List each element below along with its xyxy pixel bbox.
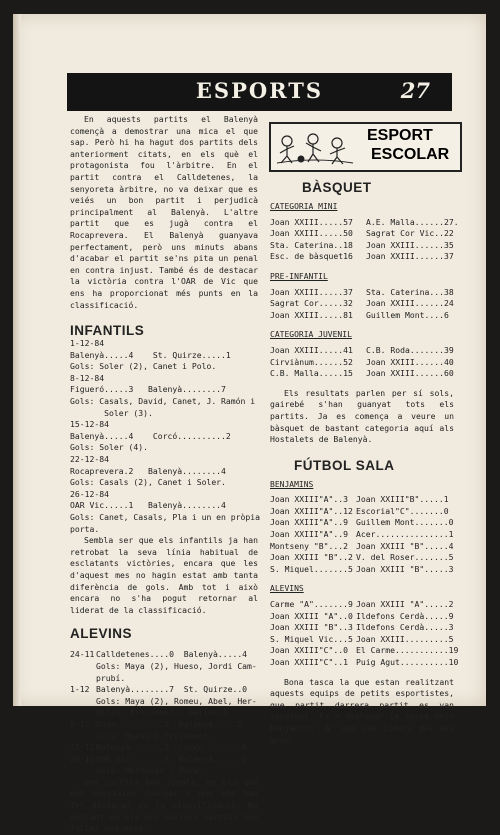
alevins-results <box>70 649 258 777</box>
result-line: Balenyà.....4 Corcó..........2 <box>70 430 231 441</box>
home-team-score: S. Miquel.......5 <box>270 563 353 574</box>
home-team-score: Cirviànum......52 <box>270 356 353 367</box>
score-row <box>270 657 466 669</box>
esport-escolar-banner <box>269 122 462 172</box>
home-team-score: Joan XXIII.....81 <box>270 309 353 320</box>
basquet-results <box>270 201 466 388</box>
home-team-score: Joan XXIII"A"..9 <box>270 529 348 540</box>
score-row <box>270 517 466 529</box>
page-binding <box>13 14 21 706</box>
result-line: Figueró.....3 Balenyà........7 <box>70 384 226 395</box>
intro-paragraph: En aquests partits el Balenyà començà a demostrar una mica el que sap. Però hi ha hagut dos partits dels anteriorment citats, en els què el protagonista fou l'àrbitre. En el partit contra el Calldetenes, la senyoreta àrbitre, no va deixar que es veiés un bon partit i perjudicà principalment al Balenyà. L'altre partit que es jugà contra el Rocaprevera. El Balenyà guanyava perfectament, però uns minuts abans d'acabar el partit se'ns pita un penal en contra injust. També és de destacar la victòria contra l'OAR de Vic que ens ha proporcionat més punts en la classificació. <box>70 114 258 310</box>
score-row <box>270 622 466 634</box>
away-team-score: A.E. Malla......27. <box>366 216 459 227</box>
result-line: Soler (3). <box>70 407 153 418</box>
match-row <box>70 719 258 731</box>
match-date: 26-12 <box>70 753 95 764</box>
away-team-score: Joan XXIII "B".....3 <box>356 563 454 574</box>
score-row <box>270 599 466 611</box>
match-score: Roda..........0 Balenyà.....2 <box>96 718 243 729</box>
home-team-score: Joan XXIII"C"..1 <box>270 657 348 667</box>
score-row <box>270 645 466 657</box>
away-team-score: Puig Agut..........10 <box>356 657 459 667</box>
match-date: 8-12 <box>70 718 90 729</box>
match-score: Balenyà.......0 Corcó........0 <box>96 742 248 753</box>
away-team-score: Ildefons Cerdà.....3 <box>356 622 454 633</box>
score-row <box>270 611 466 623</box>
left-column <box>70 114 261 835</box>
score-row <box>270 310 466 322</box>
score-row <box>270 251 466 263</box>
result-line: porta. <box>70 523 100 534</box>
match-score: Calldetenes....0 Balenyà.....4 <box>96 649 248 660</box>
away-team-score: Joan XXIII......60 <box>366 368 454 379</box>
away-team-score: V. del Roser.......5 <box>356 552 454 563</box>
home-team-score: Sta. Caterina..18 <box>270 239 353 250</box>
away-team-score: C.B. Roda.......39 <box>366 344 454 355</box>
category-label: CATEGORIA MINI <box>270 202 338 211</box>
result-line: 22-12-84 <box>70 454 109 465</box>
home-team-score: Sagrat Cor.....32 <box>270 298 353 309</box>
category-label: CATEGORIA JUVENIL <box>270 330 352 340</box>
score-row <box>270 552 466 564</box>
home-team-score: Joan XXIII"A"..12 <box>270 505 353 516</box>
home-team-score: Joan XXIII.....41 <box>270 344 353 355</box>
kids-drawing-icon <box>275 129 355 165</box>
result-line: Gols: Soler (2), Canet i Polo. <box>70 361 217 372</box>
banner-line-2: ESCOLAR <box>371 146 450 163</box>
match-row <box>70 754 258 766</box>
score-row <box>270 368 466 380</box>
score-row <box>270 345 466 357</box>
match-scorers: prubí. <box>96 672 126 683</box>
futbol-results <box>270 479 466 677</box>
away-team-score: Ildefons Cerdà.....9 <box>356 610 454 621</box>
home-team-score: C.B. Malla.....15 <box>270 368 353 379</box>
away-team-score: Guillem Mont....6 <box>366 309 449 320</box>
away-team-score: Joan XXIII.........5 <box>356 633 454 644</box>
home-team-score: Esc. de bàsquet16 <box>270 251 353 262</box>
category-label: PRE-INFANTIL <box>270 271 328 281</box>
match-row <box>70 684 258 696</box>
away-team-score: Joan XXIII"B".....1 <box>356 494 449 505</box>
match-scorers: Gols: Maya (2), Hueso, Jordi Cam- <box>96 660 257 671</box>
home-team-score: Joan XXIII "B"..3 <box>270 622 353 633</box>
home-team-score: Joan XXIII"A"..9 <box>270 517 348 528</box>
basquet-heading: BÀSQUET <box>302 180 372 195</box>
score-row <box>270 287 466 299</box>
home-team-score: Joan XXIII "A"..0 <box>270 610 353 621</box>
infantils-results <box>70 338 261 535</box>
score-row <box>270 357 466 369</box>
away-team-score: Joan XXIII "A".....2 <box>356 599 454 610</box>
category-label: ALEVINS <box>270 584 304 594</box>
result-line: 15-12-84 <box>70 419 109 430</box>
match-scorers: Gols: Herminio i Maya. <box>96 765 204 776</box>
right-column <box>270 180 466 746</box>
match-date: 1-12 <box>70 684 90 695</box>
score-row <box>270 634 466 646</box>
result-line: Rocaprevera.2 Balenyà........4 <box>70 465 226 476</box>
home-team-score: Joan XXIII "B"..2 <box>270 552 353 563</box>
home-team-score: Joan XXIII.....50 <box>270 228 353 239</box>
away-team-score: Joan XXIII......40 <box>366 356 454 367</box>
score-row <box>270 506 466 518</box>
home-team-score: Joan XXIII"C"..0 <box>270 645 348 656</box>
score-row <box>270 529 466 541</box>
result-line: Balenyà.....4 St. Quirze.....1 <box>70 349 231 360</box>
futbol-paragraph: Bona tasca la que estan realitzant aquests equips de petits esportistes, que partit darrera partit es van superant. Es a destacar la tasca dels benjamins "A" que van líders del seu grup. <box>270 676 454 745</box>
section-header <box>67 73 452 111</box>
alevins-paragraph: Uns partits bon jugats, en els que ens mereixien guanyar i que ens han fet destacar en la classificació. No obstant en els dos darrers partits hem fallat una mica. <box>70 776 258 834</box>
match-date: 24-11 <box>70 649 95 660</box>
away-team-score: Joan XXIII......24 <box>366 298 454 309</box>
home-team-score: Joan XXIII.....57 <box>270 216 353 227</box>
away-team-score: Joan XXIII......37 <box>366 251 454 262</box>
score-row <box>270 217 466 229</box>
score-row <box>270 541 466 553</box>
away-team-score: Sagrat Cor Vic..22 <box>366 228 454 239</box>
away-team-score: Joan XXIII......35 <box>366 239 454 250</box>
infantils-paragraph: Sembla ser que els infantils ja han retrobat la seva línia habitual de esclatants victòries, encara que les d'aquest mes no hagin estat amb tanta diferència de gols. Amb tot i això encara no s'ha pogut retornar al liderat de la classificació. <box>70 535 258 615</box>
category-label: BENJAMINS <box>270 479 314 489</box>
match-scorers: Gols: Hueso i Freixenet. <box>96 730 213 741</box>
away-team-score: El Carme...........19 <box>356 645 459 656</box>
section-title: ESPORTS <box>195 78 324 103</box>
away-team-score: Acer...............1 <box>356 529 454 540</box>
result-line: 26-12-84 <box>70 488 109 499</box>
infantils-heading: INFANTILS <box>70 323 145 339</box>
match-row <box>70 742 258 754</box>
home-team-score: Joan XXIII.....37 <box>270 286 353 297</box>
result-line: 8-12-84 <box>70 372 105 383</box>
away-team-score: Escorial"C".......0 <box>356 505 449 516</box>
away-team-score: Sta. Caterina...38 <box>366 286 454 297</box>
home-team-score: Montseny "B"...2 <box>270 540 348 551</box>
match-scorers: Gols: Maya (2), Romeu, Abel, Her- <box>96 695 257 706</box>
futbol-heading: FÚTBOL SALA <box>294 457 395 473</box>
result-line: Gols: Casals, David, Canet, J. Ramón i <box>70 396 256 407</box>
banner-line-1: ESPORT <box>367 127 433 144</box>
result-line: Gols: Soler (4). <box>70 442 148 453</box>
basquet-paragraph: Els resultats parlen per sí sols, gairebé s'han guanyat tots els partits. Ja es comença a veure un bàsquet de bastant categoria aquí als Hostalets de Balenyà. <box>270 387 454 445</box>
result-line: 1-12-84 <box>70 338 105 349</box>
match-date: 15-12 <box>70 742 95 753</box>
match-score: Balenyà........7 St. Quirze..0 <box>96 684 248 695</box>
home-team-score: Carme "A".......9 <box>270 599 353 610</box>
score-row <box>270 240 466 252</box>
match-scorers: minio, Freixenet i Ballescà. <box>96 707 233 718</box>
home-team-score: Joan XXIII"A"..3 <box>270 494 348 505</box>
home-team-score: S. Miquel Vic...5 <box>270 633 353 644</box>
away-team-score: Joan XXIII "B".....4 <box>356 540 454 551</box>
score-row <box>270 564 466 576</box>
away-team-score: Guillem Mont.......0 <box>356 517 454 528</box>
result-line: OAR Vic.....1 Balenyà........4 <box>70 500 226 511</box>
score-row <box>270 494 466 506</box>
score-row <box>270 228 466 240</box>
result-line: Gols: Casals (2), Canet i Soler. <box>70 477 226 488</box>
match-score: OAR Vic.......3 Balenyà......2 <box>96 753 248 764</box>
alevins-heading: ALEVINS <box>70 626 133 642</box>
result-line: Gols: Canet, Casals, Pla i un en pròpia <box>70 512 261 522</box>
match-row <box>70 649 258 661</box>
score-row <box>270 298 466 310</box>
page-number: 27 <box>400 78 430 103</box>
